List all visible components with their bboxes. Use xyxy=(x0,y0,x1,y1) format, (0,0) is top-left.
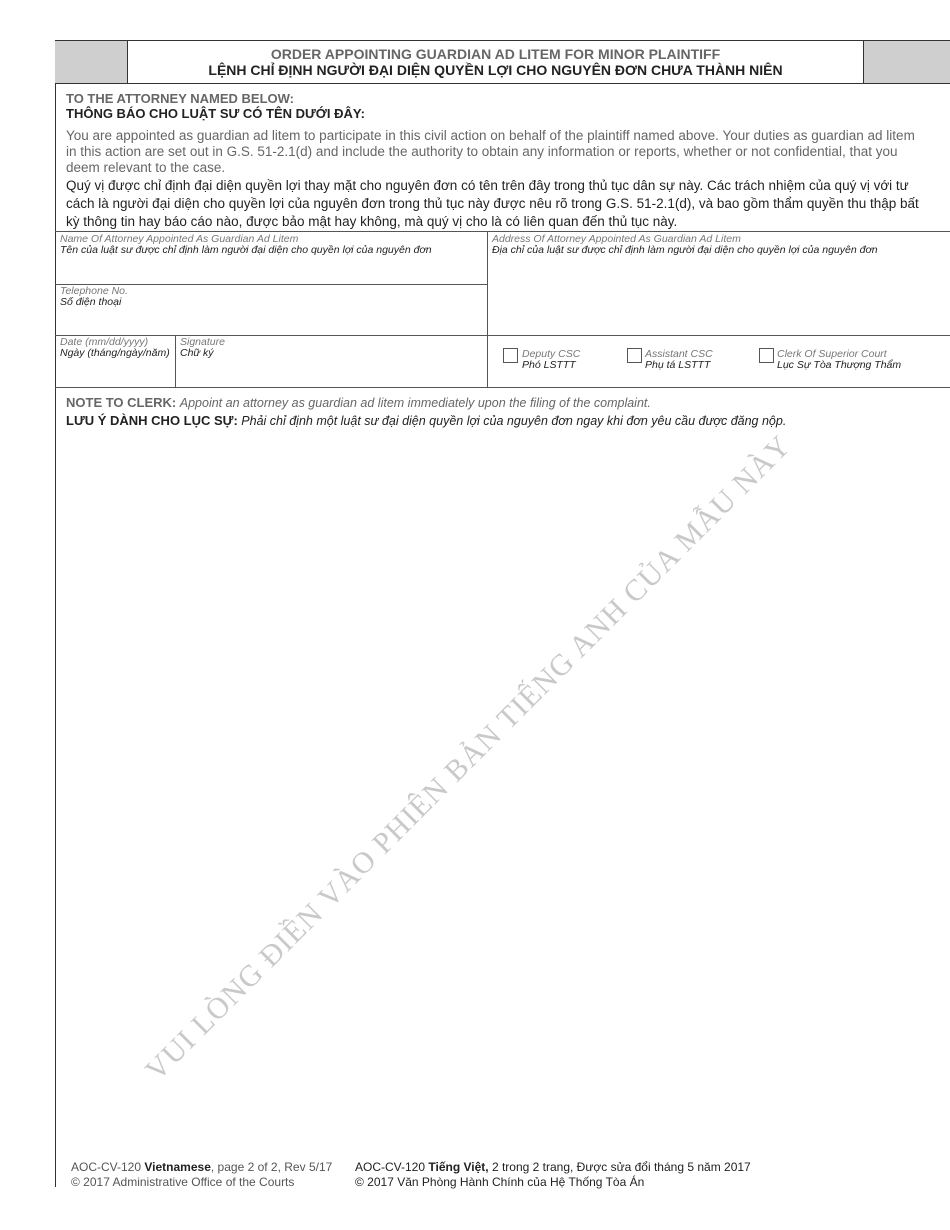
attorney-name-label-en: Name Of Attorney Appointed As Guardian Ad Litem xyxy=(60,233,299,245)
signature-field[interactable] xyxy=(180,337,225,359)
form-title-en: ORDER APPOINTING GUARDIAN AD LITEM FOR MINOR PLAINTIFF xyxy=(270,46,721,62)
telephone-field[interactable] xyxy=(60,286,128,308)
assistant-csc-checkbox[interactable] xyxy=(627,348,642,363)
footer-code-vi: AOC-CV-120 xyxy=(355,1160,426,1174)
date-label-vi: Ngày (tháng/ngày/năm) xyxy=(60,347,170,359)
footer-form-id-vi xyxy=(355,1160,751,1175)
attorney-heading-en: TO THE ATTORNEY NAMED BELOW: xyxy=(66,91,294,106)
assistant-csc-label xyxy=(645,349,713,371)
note-lead-en: NOTE TO CLERK: xyxy=(66,395,177,410)
attorney-address-label-en: Address Of Attorney Appointed As Guardian Ad Litem xyxy=(492,233,741,245)
attorney-name-label-vi: Tên của luật sư được chỉ định làm người đại diện cho quyền lợi của nguyên đơn xyxy=(60,244,432,256)
footer-page-vi: 2 trong 2 trang, Được sửa đổi tháng 5 năm 2017 xyxy=(488,1160,751,1174)
appointment-text-en: You are appointed as guardian ad litem to participate in this civil action on behalf of the plaintiff named above. Your duties as guardian ad litem in this action are set out in G.S. 51-2.1(d) and include the authority to obtain any information or reports, whether or not confidential, that you deem relevant to the case. xyxy=(66,128,915,175)
form-title xyxy=(127,46,864,78)
footer-copyright-en: © 2017 Administrative Office of the Courts xyxy=(71,1175,295,1189)
footer-copyright-vi: © 2017 Văn Phòng Hành Chính của Hệ Thống Tòa Án xyxy=(355,1175,645,1189)
clerk-superior-court-label-en: Clerk Of Superior Court xyxy=(777,348,887,360)
signature-label-vi: Chữ ký xyxy=(180,347,214,359)
footer-vietnamese xyxy=(355,1160,751,1190)
footer-lang-en: Vietnamese xyxy=(144,1160,211,1174)
attorney-info-grid xyxy=(55,231,950,388)
deputy-csc-label-en: Deputy CSC xyxy=(522,348,581,360)
left-margin-rule xyxy=(55,40,56,1187)
form-header xyxy=(55,40,950,84)
deputy-csc-label xyxy=(522,349,580,371)
clerk-superior-court-checkbox[interactable] xyxy=(759,348,774,363)
footer-english xyxy=(71,1160,332,1190)
telephone-label-en: Telephone No. xyxy=(60,285,128,297)
telephone-label-vi: Số điện thoại xyxy=(60,296,122,308)
deputy-csc-label-vi: Phó LSTTT xyxy=(522,359,576,371)
footer-page-en: , page 2 of 2, Rev 5/17 xyxy=(210,1160,333,1174)
header-right-shaded-box xyxy=(863,41,950,83)
date-label-en: Date (mm/dd/yyyy) xyxy=(60,336,149,348)
footer-code-en: AOC-CV-120 xyxy=(71,1160,142,1174)
watermark-text: VUI LÒNG ĐIỀN VÀO PHIÊN BẢN TIẾNG ANH CỦA MẪU NÀY xyxy=(139,428,798,1088)
header-left-shaded-box xyxy=(55,41,128,83)
signature-label-en: Signature xyxy=(180,336,225,348)
appointment-text-vi: Quý vị được chỉ định đại diện quyền lợi thay mặt cho nguyên đơn có tên trên đây trong thủ tục dân sự này. Các trách nhiệm của quý vị với tư cách là người đại diện cho quyền lợi của nguyên đơn trong thủ tục này được nêu rõ trong G.S. 51-2.1(d), và bao gồm thẩm quyền thu thập bất kỳ thông tin hay báo cáo nào, được bảo mật hay không, mà quý vị cho là có liên quan đến thủ tục này. xyxy=(66,178,919,229)
attorney-address-field[interactable] xyxy=(492,234,878,256)
footer-form-id-en xyxy=(71,1160,332,1175)
form-title-vi: LỆNH CHỈ ĐỊNH NGƯỜI ĐẠI DIỆN QUYỀN LỢI CHO NGUYÊN ĐƠN CHƯA THÀNH NIÊN xyxy=(208,62,783,78)
attorney-name-field[interactable] xyxy=(60,234,432,256)
grid-divider-center xyxy=(487,232,488,387)
note-to-clerk-en xyxy=(66,394,936,412)
attorney-heading xyxy=(66,91,365,121)
note-to-clerk-vi xyxy=(66,412,936,430)
attorney-heading-vi: THÔNG BÁO CHO LUẬT SƯ CÓ TÊN DƯỚI ĐÂY: xyxy=(66,106,365,121)
attorney-address-label-vi: Địa chỉ của luật sư được chỉ định làm người đại diện cho quyền lợi của nguyên đơn xyxy=(492,244,878,256)
note-lead-vi: LƯU Ý DÀNH CHO LỤC SỰ: xyxy=(66,413,238,428)
grid-divider-date-signature xyxy=(175,335,176,387)
assistant-csc-label-en: Assistant CSC xyxy=(645,348,713,360)
deputy-csc-checkbox[interactable] xyxy=(503,348,518,363)
assistant-csc-label-vi: Phụ tá LSTTT xyxy=(645,359,711,371)
note-text-en: Appoint an attorney as guardian ad litem immediately upon the filing of the complaint. xyxy=(179,396,651,410)
clerk-superior-court-label-vi: Lục Sự Tòa Thượng Thẩm xyxy=(777,359,902,371)
note-to-clerk xyxy=(66,394,936,430)
date-field[interactable] xyxy=(60,337,170,359)
clerk-superior-court-label xyxy=(777,349,901,371)
footer-lang-vi: Tiếng Việt, xyxy=(428,1160,489,1174)
note-text-vi: Phải chỉ định một luật sư đại diện quyền lợi của nguyên đơn ngay khi đơn yêu cầu được đăng nộp. xyxy=(241,414,787,428)
